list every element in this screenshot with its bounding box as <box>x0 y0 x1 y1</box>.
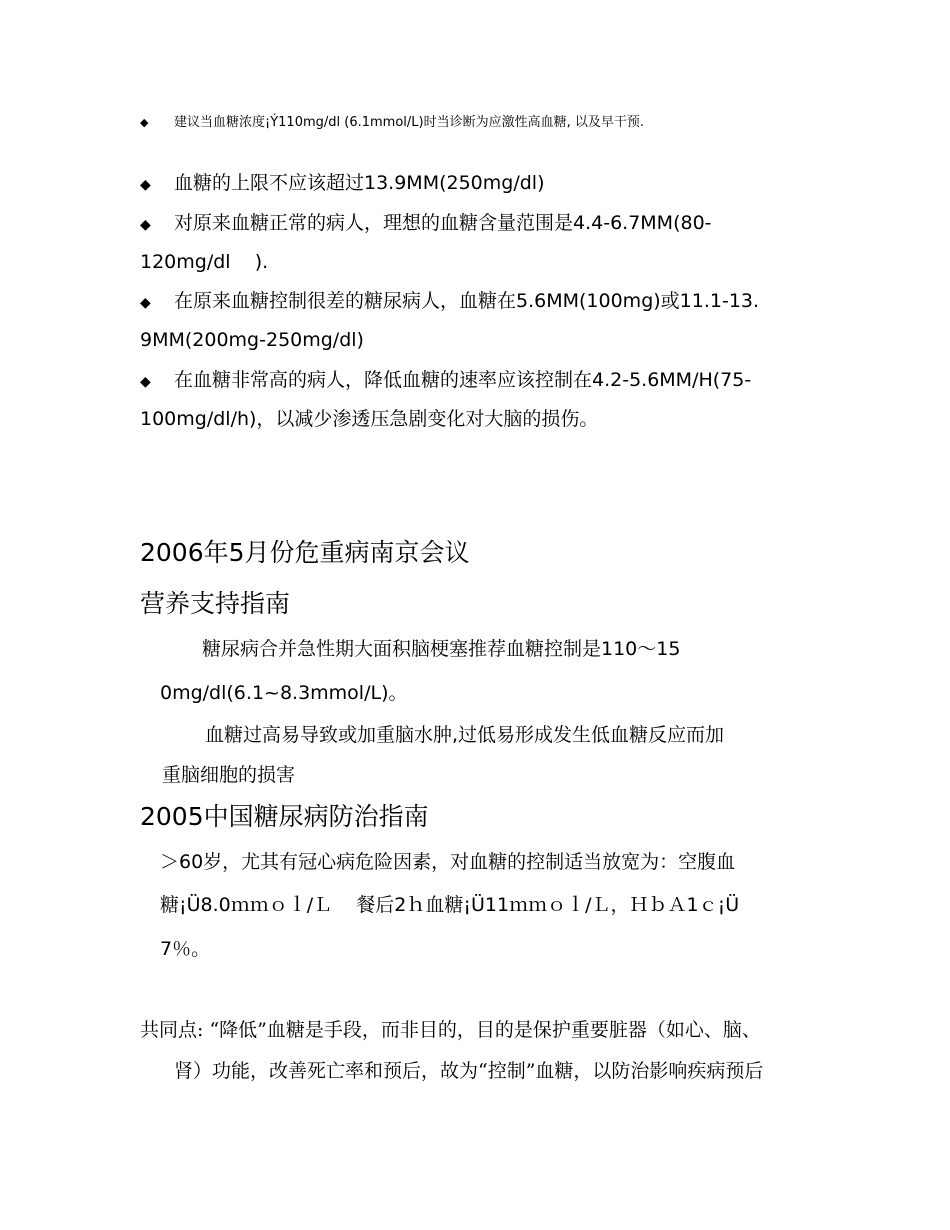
diamond-bullet-icon: ◆ <box>140 374 151 390</box>
diamond-bullet-icon: ◆ <box>140 177 151 193</box>
diamond-bullet-icon: ◆ <box>140 295 151 311</box>
bullet-item-5-cont <box>140 410 598 429</box>
bullet-text-line2: 120mg/dl ). <box>140 251 269 273</box>
section-heading-nanjing-meeting: 2006年5月份危重病南京会议 <box>140 538 470 567</box>
bullet-item-4-cont <box>140 331 364 350</box>
section-heading-china-diabetes-guide: 2005中国糖尿病防治指南 <box>140 802 429 831</box>
bullet-text: 建议当血糖浓度¡Ý110mg/dl (6.1mmol/L)时当诊断为应激性高血糖, 以及早干预. <box>174 115 644 130</box>
bullet-text-line1: 在血糖非常高的病人，降低血糖的速率应该控制在4.2-5.6MM/H(75- <box>174 369 752 391</box>
section2-line2: 糖¡Ü8.0ｍｍｏｌ/Ｌ 餐后2ｈ血糖¡Ü11ｍｍｏｌ/Ｌ，ＨｂＡ1ｃ¡Ü <box>160 894 740 916</box>
bullet-item-1 <box>140 116 644 129</box>
diamond-bullet-icon: ◆ <box>140 116 149 129</box>
conclusion-line1: 共同点: “降低”血糖是手段，而非目的，目的是保护重要脏器（如心、脑、 <box>140 1019 761 1041</box>
paragraph-2-line1: 血糖过高易导致或加重脑水肿,过低易形成发生低血糖反应而加 <box>205 724 725 746</box>
bullet-text-line2: 100mg/dl/h)，以减少渗透压急剧变化对大脑的损伤。 <box>140 408 599 430</box>
conclusion-line2: 肾）功能，改善死亡率和预后，故为“控制”血糖，以防治影响疾病预后 <box>174 1060 764 1082</box>
section-heading-nutrition-guide: 营养支持指南 <box>140 589 291 618</box>
paragraph-1-line1: 糖尿病合并急性期大面积脑梗塞推荐血糖控制是110～15 <box>202 638 681 660</box>
paragraph-1-line2: 0mg/dl(6.1~8.3mmol/L)。 <box>160 682 408 704</box>
paragraph-2-line2: 重脑细胞的损害 <box>162 764 296 786</box>
bullet-text-line2: 9MM(200mg-250mg/dl) <box>140 329 364 351</box>
bullet-text-line1: 在原来血糖控制很差的糖尿病人，血糖在5.6MM(100mg)或11.1-13. <box>174 290 760 312</box>
diamond-bullet-icon: ◆ <box>140 217 151 233</box>
bullet-item-5 <box>140 371 751 390</box>
section2-line1: ＞60岁，尤其有冠心病危险因素，对血糖的控制适当放宽为：空腹血 <box>160 851 736 873</box>
bullet-text-line1: 对原来血糖正常的病人，理想的血糖含量范围是4.4-6.7MM(80- <box>174 212 712 234</box>
bullet-item-3-cont <box>140 253 268 272</box>
bullet-text: 血糖的上限不应该超过13.9MM(250mg/dl) <box>174 172 545 194</box>
bullet-item-2 <box>140 174 545 193</box>
section2-line3: 7％。 <box>160 938 211 960</box>
bullet-item-4 <box>140 292 759 311</box>
bullet-item-3 <box>140 214 712 233</box>
